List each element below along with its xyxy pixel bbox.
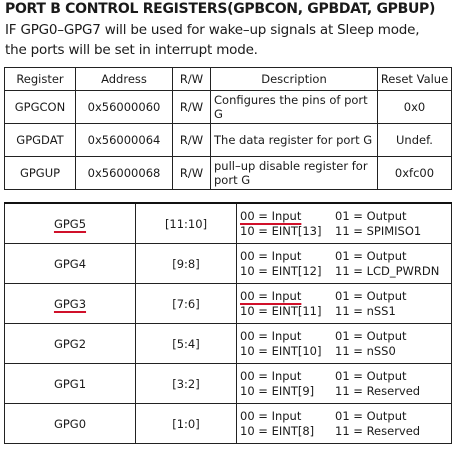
options-cell [237, 324, 452, 364]
option-11: 11 = Reserved [335, 423, 421, 438]
col-header-description: Description [211, 68, 378, 91]
options-cell [237, 404, 452, 444]
address-cell: 0x56000060 [76, 91, 173, 124]
options-cell [237, 364, 452, 404]
option-11: 11 = nSS1 [335, 303, 396, 318]
address-cell: 0x56000064 [76, 124, 173, 157]
intro-line: the ports will be set in interrupt mode. [5, 42, 258, 58]
option-01: 01 = Output [335, 288, 407, 303]
table-row [5, 244, 452, 284]
option-01: 01 = Output [335, 368, 407, 383]
option-00: 00 = Input [240, 208, 302, 223]
pin-name-cell [5, 404, 136, 444]
pin-name: GPG1 [53, 376, 87, 391]
register-cell: GPGUP [5, 157, 76, 190]
option-10: 10 = EINT[12] [240, 263, 322, 278]
option-00: 00 = Input [240, 368, 302, 383]
description-cell: The data register for port G [211, 124, 378, 157]
option-11: 11 = Reserved [335, 383, 421, 398]
col-header-reset-value: Reset Value [378, 68, 452, 91]
bits-cell: [1:0] [136, 404, 237, 444]
pin-name: GPG5 [53, 216, 87, 231]
option-10: 10 = EINT[10] [240, 343, 322, 358]
table-row [5, 404, 452, 444]
table-row [5, 91, 452, 124]
option-00: 00 = Input [240, 248, 302, 263]
register-cell: GPGDAT [5, 124, 76, 157]
pin-name: GPG0 [53, 416, 87, 431]
page-heading: PORT B CONTROL REGISTERS(GPBCON, GPBDAT, GPBUP) [5, 1, 436, 17]
options-cell [237, 284, 452, 324]
rw-cell: R/W [173, 157, 211, 190]
option-11: 11 = SPIMISO1 [335, 223, 422, 238]
reset-value-cell: Undef. [378, 124, 452, 157]
col-header-rw: R/W [173, 68, 211, 91]
pin-name-cell [5, 324, 136, 364]
pin-name: GPG3 [53, 296, 87, 311]
option-00: 00 = Input [240, 288, 302, 303]
option-01: 01 = Output [335, 208, 407, 223]
options-cell [237, 244, 452, 284]
col-header-address: Address [76, 68, 173, 91]
option-11: 11 = nSS0 [335, 343, 396, 358]
register-table-header [5, 68, 452, 91]
pin-name-cell [5, 284, 136, 324]
table-row [5, 157, 452, 190]
intro-line: IF GPG0–GPG7 will be used for wake–up signals at Sleep mode, [5, 22, 420, 38]
pin-name: GPG4 [53, 256, 87, 271]
bits-cell: [7:6] [136, 284, 237, 324]
option-10: 10 = EINT[8] [240, 423, 315, 438]
table-row [5, 284, 452, 324]
gpg-config-table [4, 202, 452, 444]
bits-cell: [11:10] [136, 203, 237, 244]
rw-cell: R/W [173, 124, 211, 157]
description-cell: pull–up disable register for port G [211, 157, 378, 190]
description-cell: Configures the pins of port G [211, 91, 378, 124]
address-cell: 0x56000068 [76, 157, 173, 190]
table-row [5, 364, 452, 404]
pin-name-cell [5, 364, 136, 404]
col-header-register: Register [5, 68, 76, 91]
rw-cell: R/W [173, 91, 211, 124]
option-00: 00 = Input [240, 408, 302, 423]
intro-paragraph [5, 20, 457, 60]
option-01: 01 = Output [335, 328, 407, 343]
bits-cell: [9:8] [136, 244, 237, 284]
option-01: 01 = Output [335, 408, 407, 423]
bits-cell: [3:2] [136, 364, 237, 404]
reset-value-cell: 0xfc00 [378, 157, 452, 190]
option-00: 00 = Input [240, 328, 302, 343]
register-cell: GPGCON [5, 91, 76, 124]
pin-name-cell [5, 244, 136, 284]
pin-name: GPG2 [53, 336, 87, 351]
option-10: 10 = EINT[11] [240, 303, 322, 318]
options-cell [237, 203, 452, 244]
reset-value-cell: 0x0 [378, 91, 452, 124]
option-01: 01 = Output [335, 248, 407, 263]
option-10: 10 = EINT[9] [240, 383, 315, 398]
option-10: 10 = EINT[13] [240, 223, 322, 238]
table-row [5, 124, 452, 157]
bits-cell: [5:4] [136, 324, 237, 364]
option-11: 11 = LCD_PWRDN [335, 263, 440, 278]
register-table [4, 67, 452, 190]
table-row [5, 324, 452, 364]
table-row [5, 203, 452, 244]
pin-name-cell [5, 203, 136, 244]
